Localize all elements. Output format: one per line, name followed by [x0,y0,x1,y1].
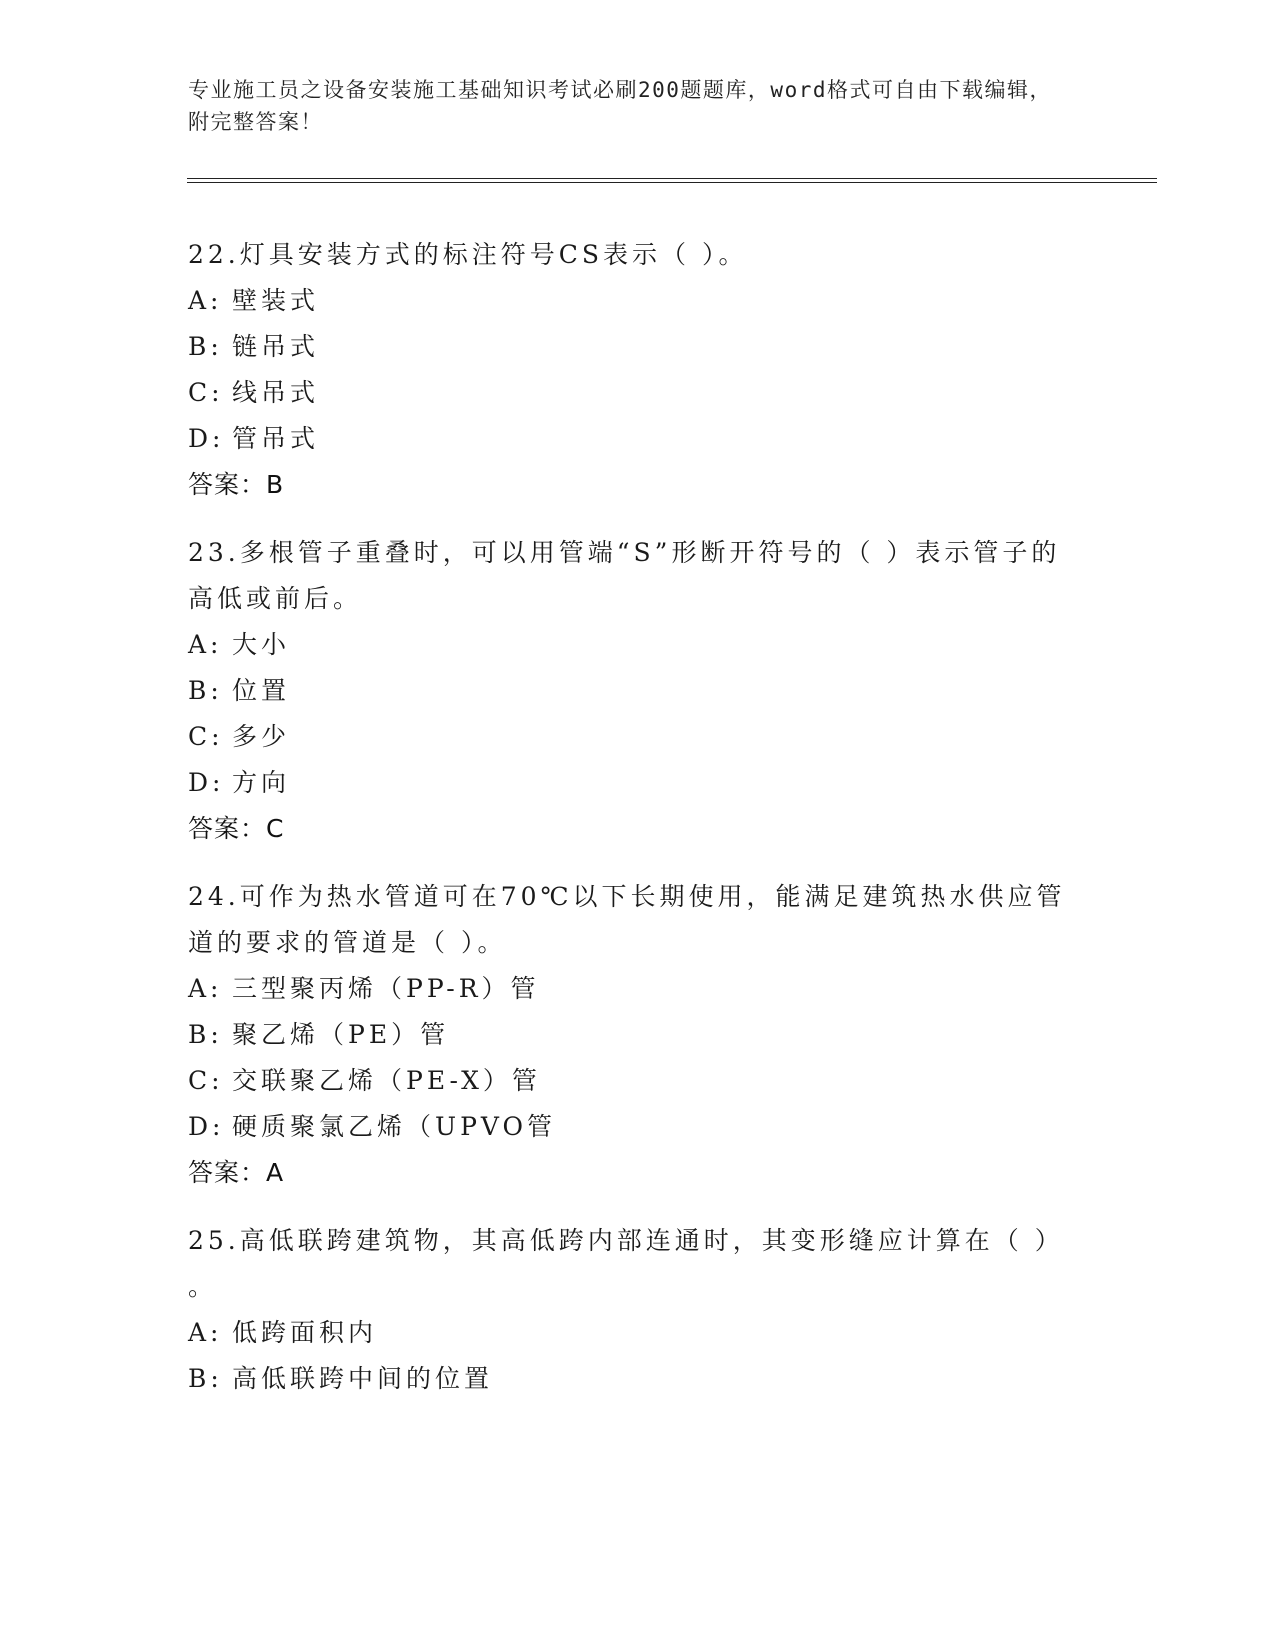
question-list [188,232,1088,1424]
option-letter: A: [188,1318,223,1347]
question-23 [188,530,1088,852]
option-d [188,416,1088,462]
option-text: 壁装式 [232,286,320,315]
option-letter: B: [188,1364,223,1393]
answer-text: 答案：B [188,470,285,499]
option-letter: D: [188,768,225,797]
question-stem: 25.高低联跨建筑物，其高低跨内部连通时，其变形缝应计算在（ ） [188,1226,1064,1255]
option-c [188,1058,1088,1104]
option-text: 高低联跨中间的位置 [232,1364,494,1393]
option-text: 大小 [232,630,291,659]
question-25 [188,1218,1088,1402]
question-stem: 22.灯具安装方式的标注符号CS表示（ ）。 [188,240,748,269]
option-letter: D: [188,424,225,453]
option-letter: B: [188,332,223,361]
option-text: 三型聚丙烯（PP-R）管 [232,974,540,1003]
option-letter: A: [188,630,223,659]
option-letter: C: [188,378,224,407]
option-letter: C: [188,1066,224,1095]
option-letter: B: [188,676,223,705]
option-b [188,668,1088,714]
option-d [188,760,1088,806]
option-c [188,714,1088,760]
option-letter: A: [188,286,223,315]
document-header-title: 专业施工员之设备安装施工基础知识考试必刷200题题库，word格式可自由下载编辑，附完整答案！ [188,78,1052,134]
option-a [188,966,1088,1012]
option-text: 聚乙烯（PE）管 [232,1020,450,1049]
option-b [188,1356,1088,1402]
question-stem: 24.可作为热水管道可在70℃以下长期使用，能满足建筑热水供应管道的要求的管道是（ ）。 [188,882,1066,957]
option-b [188,1012,1088,1058]
question-22 [188,232,1088,508]
option-text: 链吊式 [232,332,320,361]
option-a [188,278,1088,324]
answer-text: 答案：A [188,1158,285,1187]
option-text: 位置 [232,676,291,705]
option-a [188,1310,1088,1356]
option-text: 方向 [232,768,291,797]
option-text: 交联聚乙烯（PE-X）管 [232,1066,541,1095]
option-text: 低跨面积内 [232,1318,378,1347]
option-b [188,324,1088,370]
option-text: 线吊式 [232,378,320,407]
option-d [188,1104,1088,1150]
question-stem: 23.多根管子重叠时，可以用管端“S”形断开符号的（ ）表示管子的高低或前后。 [188,538,1061,613]
option-letter: D: [188,1112,225,1141]
option-text: 多少 [232,722,291,751]
option-text: 管吊式 [232,424,320,453]
question-24 [188,874,1088,1196]
option-letter: C: [188,722,224,751]
option-letter: A: [188,974,223,1003]
option-c [188,370,1088,416]
option-a [188,622,1088,668]
option-text: 硬质聚氯乙烯（UPVO管 [232,1112,557,1141]
option-letter: B: [188,1020,223,1049]
header-divider [187,178,1157,183]
answer-text: 答案：C [188,814,285,843]
question-stem-tail: 。 [188,1272,214,1301]
